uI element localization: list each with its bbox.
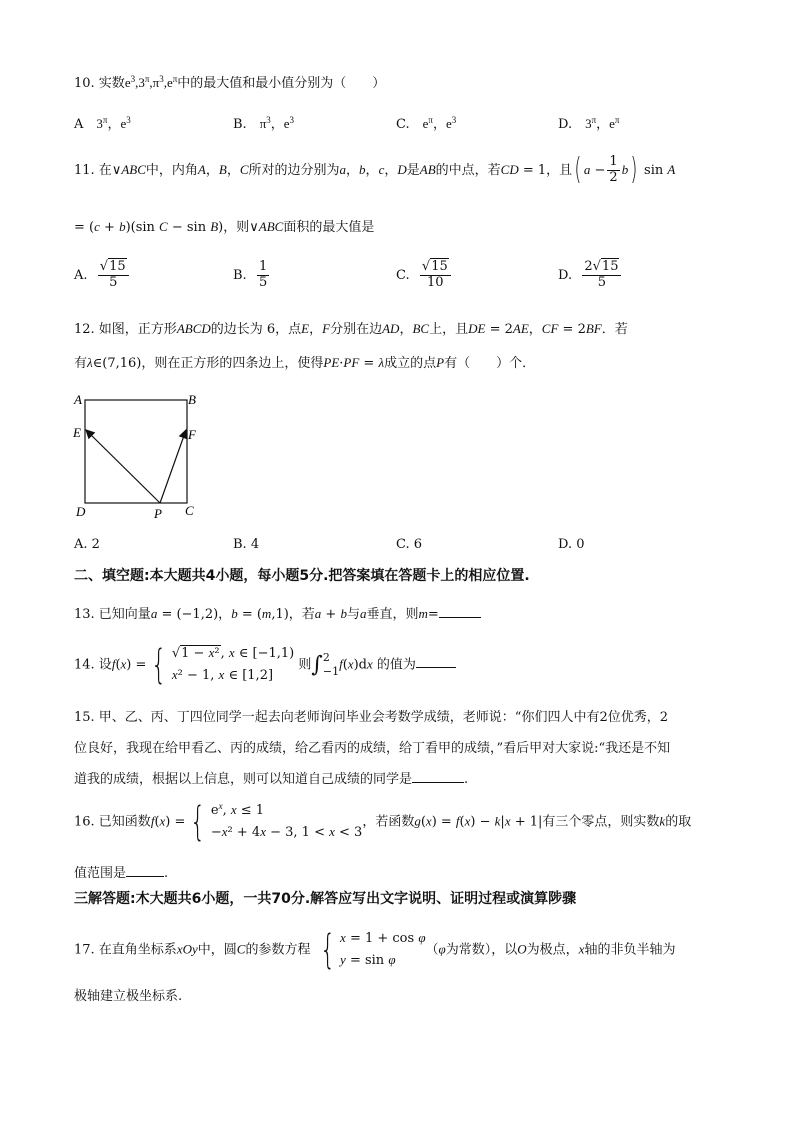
vector-pe bbox=[86, 430, 160, 503]
q10-stem: 10. 实数$e^3,3^\pi,\pi^3,e^\pi$中的最大值和最小值分别为（ ） bbox=[74, 74, 386, 91]
q13: 13. 已知向量a = (−1,2)，b = (m,1)，若a + b与a垂直，则m= bbox=[74, 603, 481, 622]
label-f: F bbox=[188, 427, 196, 442]
q15-line2: 位良好，我现在给甲看乙、丙的成绩，给乙看丙的成绩，给丁看甲的成绩，”看后甲对大家说:“我还是不知 bbox=[74, 741, 671, 756]
q16-line2: 值范围是 . bbox=[74, 866, 169, 881]
q12-option-a: A. 2 bbox=[74, 537, 100, 552]
square-abcd bbox=[85, 400, 187, 503]
q10-option-a: A $3^\pi$，$e^3$ bbox=[74, 115, 131, 132]
q11-option-b: B. $\frac{1}{5}$ bbox=[233, 259, 268, 290]
q15-line3: 道我的成绩，根据以上信息，则可以知道自己成绩的同学是 . bbox=[74, 772, 469, 787]
q10-option-b: B. $\pi^3$，$e^3$ bbox=[233, 115, 295, 132]
label-c: C bbox=[185, 503, 194, 518]
q10-option-c: C. $e^\pi$，$e^3$ bbox=[396, 115, 457, 132]
q12-figure bbox=[70, 388, 210, 523]
q11-line2: = (c + b)(sin C − sin B)，则∨ABC面积的最大值是 bbox=[74, 219, 375, 235]
label-p: P bbox=[154, 506, 162, 521]
label-d: D bbox=[76, 504, 86, 519]
q11-option-d: D. $\frac{2√15}{5}$ bbox=[558, 260, 623, 291]
label-a: A bbox=[74, 392, 82, 407]
q17-line1: 17. 在直角坐标系xOy中，圆C的参数方程 { x = 1 + cos φ y = sin φ （φ为常数），以O为极点，x轴的非负半轴为 bbox=[74, 926, 676, 973]
q12-option-d: D. 0 bbox=[558, 537, 585, 552]
label-e: E bbox=[73, 425, 81, 440]
q14: 14. 设f(x) = { √1 − x², x ∈ [−1,1) x² − 1, x ∈ [1,2] 则∫ 2 −1 f(x)dx 的值为 bbox=[74, 643, 456, 687]
q11-option-a: A. $\frac{√15}{5}$ bbox=[74, 260, 131, 291]
q12-line1: 12. 如图，正方形ABCD的边长为 6，点E，F分别在边AD，BC上，且DE = 2AE，CF = 2BF．若 bbox=[74, 321, 628, 337]
q15-line1: 15. 甲、乙、丙、丁四位同学一起去向老师询问毕业会考数学成绩，老师说：“你们四人中有2位优秀，2 bbox=[74, 710, 668, 725]
section2-heading: 二、填空题:本大题共4小题，每小题5分.把答案填在答题卡上的相应位置. bbox=[74, 568, 530, 584]
q16-line1: 16. 已知函数f(x) = { $e^x$, x ≤ 1 −x² + 4x − 3, 1 < x < 3 ，若函数g(x) = f(x) − k|x + 1|有三个零点，则实数k的取 bbox=[74, 798, 692, 845]
label-b: B bbox=[188, 392, 196, 407]
q11-line1: 11. 在∨ABC中，内角A，B，C所对的边分别为a，b，c，D是AB的中点，若CD = 1，且( a − $\frac{1}{2}$ b) sin A bbox=[74, 152, 676, 188]
q10-option-d: D. $3^\pi$，$e^\pi$ bbox=[558, 115, 620, 132]
q11-option-c: C. $\frac{√15}{10}$ bbox=[396, 260, 453, 291]
q12-option-c: C. 6 bbox=[396, 537, 423, 552]
section3-heading: 三解答题:木大题共6小题，一共70分.解答应写出文字说明、证明过程或演算陟骤 bbox=[74, 891, 577, 907]
q12-option-b: B. 4 bbox=[233, 537, 260, 552]
q17-line2: 极轴建立极坐标系. bbox=[74, 989, 183, 1004]
vector-pf bbox=[160, 430, 186, 503]
q12-line2: 有λ∈(7,16)，则在正方形的四条边上，使得PE·PF = λ成立的点P有（ ）个． bbox=[74, 355, 536, 371]
